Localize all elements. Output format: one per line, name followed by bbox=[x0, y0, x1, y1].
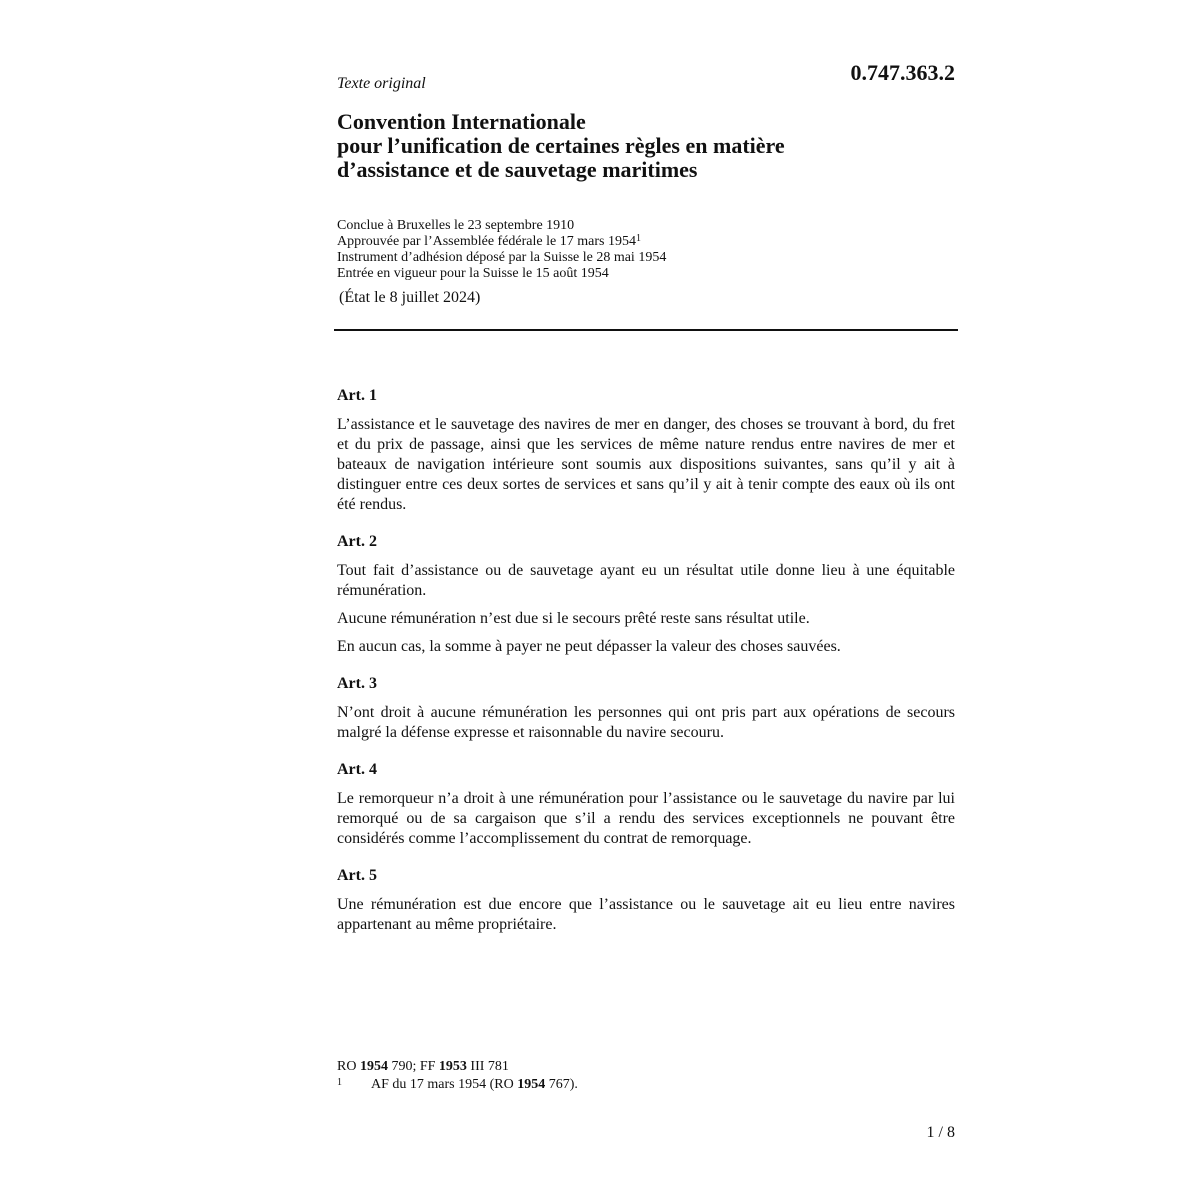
title-line-3: d’assistance et de sauvetage maritimes bbox=[337, 157, 698, 182]
original-text-label: Texte original bbox=[337, 75, 426, 92]
article-heading: Art. 1 bbox=[337, 387, 377, 404]
page-number: 1 / 8 bbox=[926, 1124, 955, 1141]
document-page bbox=[337, 0, 955, 1200]
title-line-1: Convention Internationale bbox=[337, 109, 586, 134]
article-paragraph: Aucune rémunération n’est due si le secours prêté reste sans résultat utile. bbox=[337, 610, 810, 627]
article-paragraph: Le remorqueur n’a droit à une rémunération pour l’assistance ou le sauvetage du navire par lui remorqué ou de sa cargaison que s’il a rendu des services exceptionnels ne pouvant être considérés comme l’accomplissement du contrat de remorquage. bbox=[337, 790, 955, 847]
article-heading: Art. 4 bbox=[337, 761, 377, 778]
ff-year: 1953 bbox=[438, 1059, 467, 1074]
footnote-mark: 1 bbox=[337, 1077, 342, 1088]
document-metadata bbox=[337, 218, 666, 282]
footnote-text-end: 767). bbox=[548, 1077, 578, 1092]
footnote-ref[interactable]: 1 bbox=[635, 233, 641, 244]
ff-reference: III 781 bbox=[470, 1059, 509, 1074]
entry-into-force-date: Entrée en vigueur pour la Suisse le 15 août 1954 bbox=[337, 266, 609, 281]
article-1 bbox=[337, 386, 955, 515]
approval-date: Approuvée par l’Assemblée fédérale le 17 mars 1954 bbox=[337, 234, 636, 249]
article-paragraph: Tout fait d’assistance ou de sauvetage ayant eu un résultat utile donne lieu à une équitable rémunération. bbox=[337, 562, 955, 599]
footnote-1 bbox=[337, 1076, 578, 1094]
article-heading: Art. 2 bbox=[337, 533, 377, 550]
article-2 bbox=[337, 532, 955, 657]
article-4 bbox=[337, 760, 955, 849]
article-paragraph: Une rémunération est due encore que l’assistance ou le sauvetage ait eu lieu entre navires appartenant au même propriétaire. bbox=[337, 896, 955, 933]
article-paragraph: N’ont droit à aucune rémunération les personnes qui ont pris part aux opérations de secours malgré la défense expresse et raisonnable du navire secouru. bbox=[337, 704, 955, 741]
concluded-date: Conclue à Bruxelles le 23 septembre 1910 bbox=[337, 218, 575, 233]
header-divider bbox=[334, 329, 958, 331]
adhesion-date: Instrument d’adhésion déposé par la Suisse le 28 mai 1954 bbox=[337, 250, 667, 265]
ro-page: 790; FF bbox=[391, 1059, 436, 1074]
article-5 bbox=[337, 866, 955, 935]
article-paragraph: L’assistance et le sauvetage des navires de mer en danger, des choses se trouvant à bord, du fret et du prix de passage, ainsi que les services de même nature rendus entre navires de mer et bateaux de navigation intérieure sont soumis aux dispositions suivantes, sans qu’il y ait à distinguer entre ces deux sortes de services et sans qu’il y ait à tenir compte des eaux où ils ont été rendus. bbox=[337, 416, 955, 513]
article-heading: Art. 5 bbox=[337, 867, 377, 884]
source-reference bbox=[337, 1058, 578, 1076]
article-paragraph: En aucun cas, la somme à payer ne peut dépasser la valeur des choses sauvées. bbox=[337, 638, 841, 655]
footnotes bbox=[337, 1058, 578, 1094]
article-3 bbox=[337, 674, 955, 743]
title-line-2: pour l’unification de certaines règles en matière bbox=[337, 133, 785, 158]
approval-date-row bbox=[337, 234, 666, 250]
article-heading: Art. 3 bbox=[337, 675, 377, 692]
document-title bbox=[337, 110, 937, 182]
sr-number: 0.747.363.2 bbox=[850, 60, 955, 85]
ro-year: 1954 bbox=[359, 1059, 388, 1074]
footnote-text: AF du 17 mars 1954 (RO bbox=[371, 1077, 514, 1092]
footnote-year: 1954 bbox=[517, 1077, 546, 1092]
state-date: (État le 8 juillet 2024) bbox=[339, 289, 481, 306]
articles-body bbox=[337, 386, 955, 952]
ro-label: RO bbox=[337, 1059, 357, 1074]
